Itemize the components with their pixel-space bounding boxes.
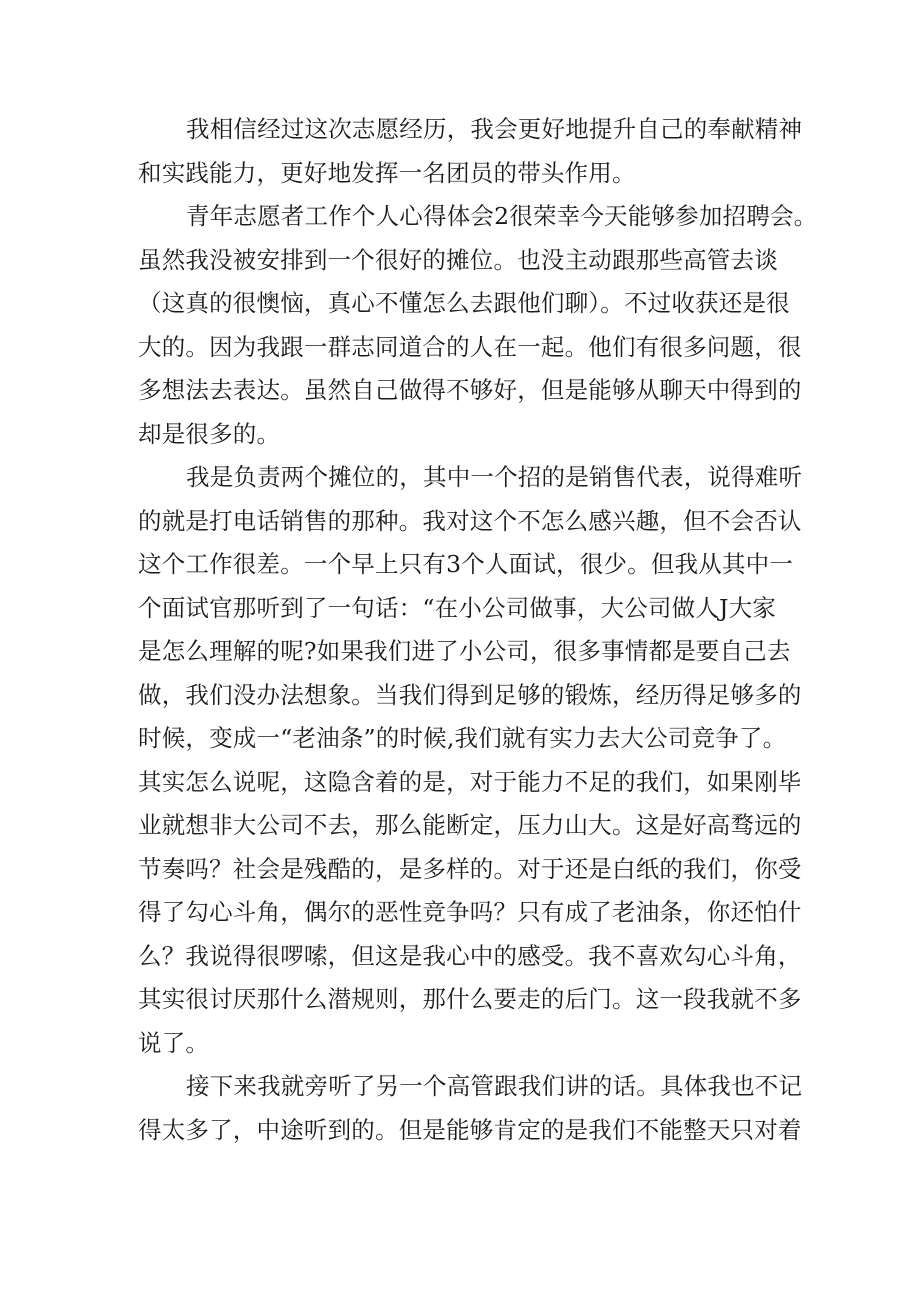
text-line: 得太多了，中途听到的。但是能够肯定的是我们不能整天只对着 xyxy=(138,1115,802,1144)
text-line: 多想法去表达。虽然自己做得不够好，但是能够从聊天中得到的 xyxy=(138,376,802,404)
paragraph-2 xyxy=(138,195,818,456)
text-line: 我是负责两个摊位的，其中一个招的是销售代表，说得难听 xyxy=(186,463,803,491)
text-line: 和实践能力，更好地发挥一名团员的带头作用。 xyxy=(138,158,636,187)
document-page xyxy=(138,108,818,1152)
text-line: 其实很讨厌那什么潜规则，那什么要走的后门。这一段我就不多 xyxy=(138,985,802,1013)
text-line: 说了。 xyxy=(138,1028,210,1057)
text-line: 大的。因为我跟一群志同道合的人在一起。他们有很多问题，很 xyxy=(138,332,802,361)
text-line: 青年志愿者工作个人心得体会2很荣幸今天能够参加招聘会。 xyxy=(186,202,818,230)
text-line: 其实怎么说呢，这隐含着的是，对于能力不足的我们，如果刚毕 xyxy=(138,767,802,796)
text-line: 业就想非大公司不去，那么能断定，压力山大。这是好高骛远的 xyxy=(138,811,802,839)
text-line: 时候，变成一“老油条”的时候,我们就有实力去大公司竞争了。 xyxy=(138,724,787,752)
text-line: 做，我们没办法想象。当我们得到足够的锻炼，经历得足够多的 xyxy=(138,680,802,709)
text-line: 么？我说得很啰嗦，但这是我心中的感受。我不喜欢勾心斗角， xyxy=(138,941,802,970)
text-line: 是怎么理解的呢?如果我们进了小公司，很多事情都是要自己去 xyxy=(138,637,791,665)
text-line: 的就是打电话销售的那种。我对这个不怎么感兴趣，但不会否认 xyxy=(138,506,802,535)
paragraph-3 xyxy=(138,456,803,1065)
text-line: 虽然我没被安排到一个很好的摊位。也没主动跟那些高管去谈 xyxy=(138,245,778,274)
text-line: （这真的很懊恼，真心不懂怎么去跟他们聊）。不过收获还是很 xyxy=(138,289,790,317)
paragraph-1 xyxy=(138,108,803,195)
text-line: 得了勾心斗角，偶尔的恶性竞争吗？只有成了老油条，你还怕什 xyxy=(138,898,802,926)
text-line: 接下来我就旁听了另一个高管跟我们讲的话。具体我也不记 xyxy=(186,1072,803,1100)
text-line: 却是很多的。 xyxy=(138,419,281,448)
text-line: 个面试官那听到了一句话：“在小公司做事，大公司做人J大家 xyxy=(138,593,777,622)
text-line: 这个工作很差。一个早上只有3个人面试，很少。但我从其中一 xyxy=(138,550,794,578)
paragraph-4 xyxy=(138,1065,803,1152)
text-line: 节奏吗？社会是残酷的，是多样的。对于还是白纸的我们，你受 xyxy=(138,854,802,883)
text-line: 我相信经过这次志愿经历，我会更好地提升自己的奉献精神 xyxy=(186,115,803,143)
